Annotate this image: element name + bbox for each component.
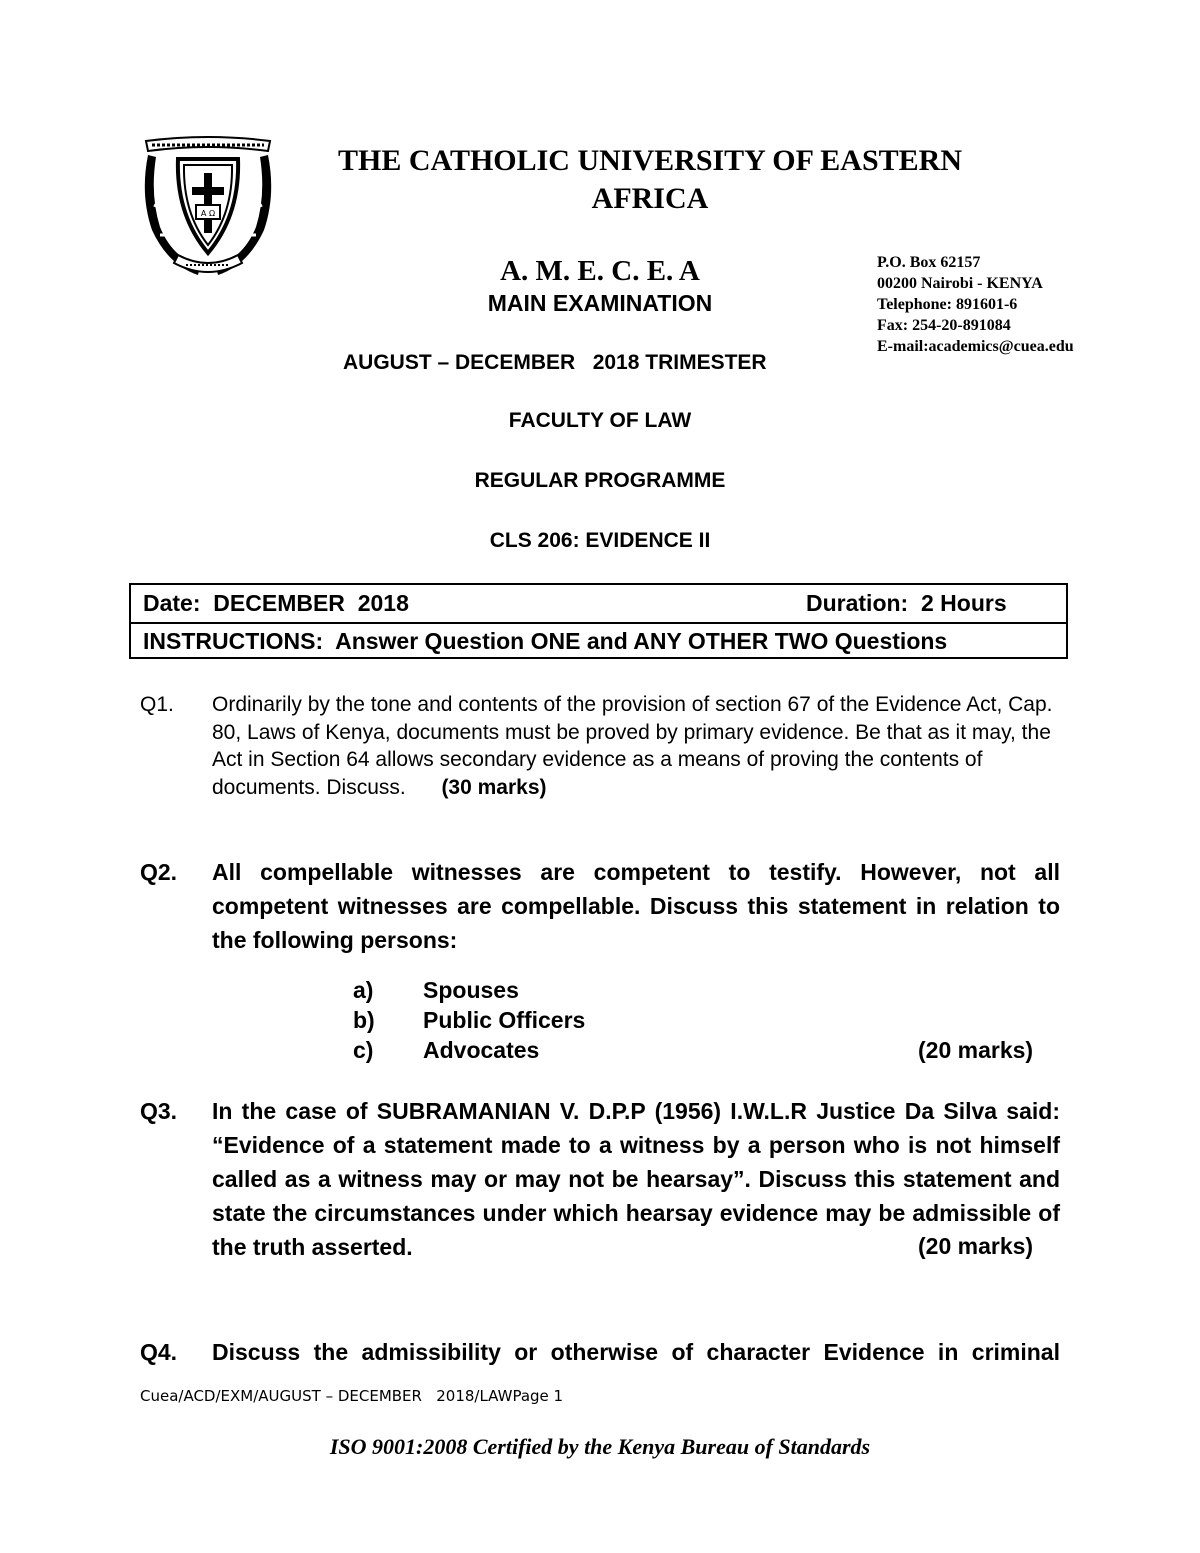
question-marks: (30 marks)	[441, 775, 547, 799]
fax: Fax: 254-20-891084	[877, 317, 1011, 334]
question-number: Q1.	[140, 693, 174, 716]
email: E-mail:academics@cuea.edu	[877, 338, 1074, 355]
date-duration-row	[131, 585, 1066, 624]
question-number: Q2.	[140, 859, 178, 885]
instructions: INSTRUCTIONS: Answer Question ONE and ANY OTHER TWO Questions	[143, 628, 948, 654]
exam-duration: Duration: 2 Hours	[806, 590, 1007, 616]
question-marks: (20 marks)	[918, 1233, 1034, 1259]
svg-text:A Ω: A Ω	[200, 209, 216, 218]
question-text	[212, 691, 1060, 801]
city: 00200 Nairobi - KENYA	[877, 275, 1043, 292]
trimester: AUGUST – DECEMBER 2018 TRIMESTER	[343, 351, 767, 374]
question-text: All compellable witnesses are competent to testify. However, not all competent witnesses are compellable. Discuss this statement in relation to the following persons:	[212, 859, 1060, 953]
course-title: CLS 206: EVIDENCE II	[489, 529, 711, 552]
footer-code: Cuea/ACD/EXM/AUGUST – DECEMBER 2018/LAWPage 1	[140, 1387, 564, 1405]
amecea-acronym: A. M. E. C. E. A	[500, 255, 700, 287]
question-body: In the case of SUBRAMANIAN V. D.P.P (1956) I.W.L.R Justice Da Silva said: “Evidence of a statement made to a witness by a person who is not himself called as a witness may or may not be hearsay”. Discuss this statement and state the circumstances under which hearsay evidence may be admissible of the truth asserted.	[212, 1098, 1060, 1260]
question-text: Discuss the admissibility or otherwise of character Evidence in criminal	[212, 1339, 1060, 1365]
iso-certification: ISO 9001:2008 Certified by the Kenya Bureau of Standards	[329, 1434, 871, 1459]
faculty: FACULTY OF LAW	[508, 409, 692, 432]
question-marks: (20 marks)	[918, 1037, 1034, 1063]
question-number: Q4.	[140, 1339, 178, 1365]
exam-info-box	[129, 583, 1068, 659]
instructions-row	[131, 623, 1066, 660]
programme: REGULAR PROGRAMME	[474, 469, 726, 492]
exam-date: Date: DECEMBER 2018	[143, 590, 409, 616]
exam-type: MAIN EXAMINATION	[487, 290, 713, 316]
university-crest-icon	[138, 135, 278, 280]
subitem-label: c)	[353, 1037, 374, 1063]
subitem-text: Advocates	[423, 1037, 540, 1063]
po-box: P.O. Box 62157	[877, 254, 981, 271]
telephone: Telephone: 891601-6	[877, 296, 1018, 313]
subitem-text: Public Officers	[423, 1007, 586, 1033]
subitem-text: Spouses	[423, 977, 519, 1003]
subitem-label: b)	[353, 1007, 375, 1033]
contact-block	[877, 252, 1074, 357]
question-body: Ordinarily by the tone and contents of the provision of section 67 of the Evidence Act, Cap. 80, Laws of Kenya, documents must be proved by primary evidence. Be that as it may, the Act in Section 64 allows secondary evidence as a means of proving the contents of documents. Discuss.	[212, 693, 1053, 799]
university-title: THE CATHOLIC UNIVERSITY OF EASTERN AFRICA	[337, 144, 962, 215]
question-number: Q3.	[140, 1098, 178, 1124]
subitem-label: a)	[353, 977, 374, 1003]
